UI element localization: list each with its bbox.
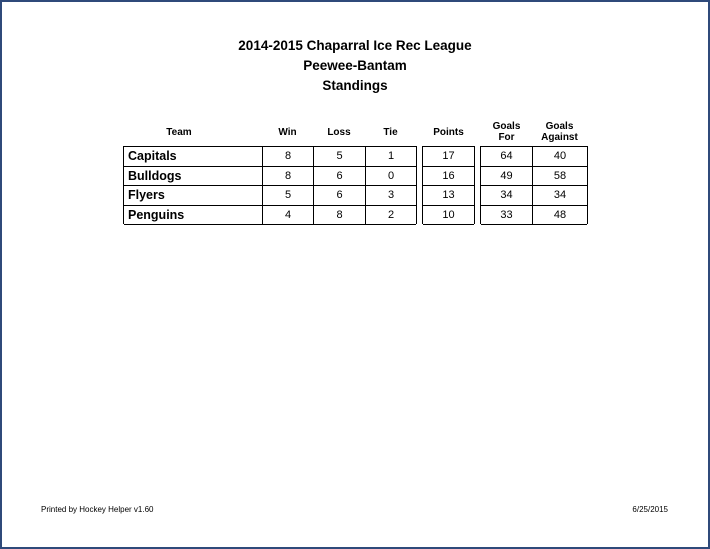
report-titles bbox=[0, 36, 710, 96]
standings-record-table bbox=[123, 146, 417, 224]
print-date: 6/25/2015 bbox=[632, 505, 668, 514]
header-goals-against bbox=[532, 121, 587, 143]
team-name: Bulldogs bbox=[124, 167, 263, 186]
goals-for-value: 49 bbox=[481, 167, 533, 186]
standings-points-table bbox=[422, 146, 475, 224]
loss-value: 6 bbox=[314, 186, 366, 205]
points-value: 13 bbox=[442, 189, 455, 201]
header-win: Win bbox=[278, 127, 297, 138]
table-row bbox=[423, 167, 474, 187]
tie-value: 0 bbox=[387, 169, 395, 182]
goals-against-value: 58 bbox=[553, 169, 567, 182]
goals-for-value: 33 bbox=[481, 206, 533, 225]
table-row bbox=[481, 186, 587, 206]
team-name: Penguins bbox=[124, 206, 263, 225]
table-row bbox=[423, 147, 474, 167]
header-goals-for bbox=[481, 121, 532, 143]
header-goals-for-line2: For bbox=[498, 132, 515, 143]
win-value: 8 bbox=[263, 147, 314, 166]
table-row bbox=[481, 147, 587, 167]
table-row bbox=[124, 167, 416, 187]
tie-value: 1 bbox=[387, 150, 395, 162]
standings-goals-table bbox=[480, 146, 588, 224]
team-name: Flyers bbox=[124, 186, 263, 205]
table-row bbox=[481, 167, 587, 187]
team-name: Capitals bbox=[124, 147, 263, 166]
loss-value: 8 bbox=[314, 206, 366, 225]
points-value: 16 bbox=[442, 169, 455, 182]
loss-value: 5 bbox=[314, 147, 366, 166]
table-row bbox=[481, 206, 587, 226]
table-row bbox=[124, 147, 416, 167]
table-row bbox=[423, 206, 474, 226]
goals-against-value: 48 bbox=[553, 208, 567, 221]
header-tie: Tie bbox=[383, 127, 398, 138]
points-value: 10 bbox=[442, 208, 455, 221]
header-goals-against-line2: Against bbox=[541, 132, 578, 143]
goals-against-value: 40 bbox=[553, 150, 567, 162]
header-loss: Loss bbox=[327, 127, 351, 138]
table-row bbox=[124, 206, 416, 226]
table-row bbox=[423, 186, 474, 206]
header-goals-for-line1: Goals bbox=[492, 121, 521, 132]
header-team: Team bbox=[166, 127, 192, 138]
tie-value: 2 bbox=[387, 208, 395, 221]
header-points: Points bbox=[433, 127, 464, 138]
goals-against-value: 34 bbox=[553, 189, 567, 201]
table-row bbox=[124, 186, 416, 206]
report-title: 2014-2015 Chaparral Ice Rec League bbox=[238, 38, 472, 53]
goals-for-value: 64 bbox=[481, 147, 533, 166]
printed-by-footer: Printed by Hockey Helper v1.60 bbox=[41, 505, 154, 514]
division-name: Peewee-Bantam bbox=[303, 58, 407, 73]
tie-value: 3 bbox=[387, 189, 395, 201]
win-value: 8 bbox=[263, 167, 314, 186]
report-subtitle: Standings bbox=[322, 78, 388, 93]
header-goals-against-line1: Goals bbox=[545, 121, 574, 132]
points-value: 17 bbox=[442, 150, 455, 162]
win-value: 4 bbox=[263, 206, 314, 225]
goals-for-value: 34 bbox=[481, 186, 533, 205]
loss-value: 6 bbox=[314, 167, 366, 186]
win-value: 5 bbox=[263, 186, 314, 205]
